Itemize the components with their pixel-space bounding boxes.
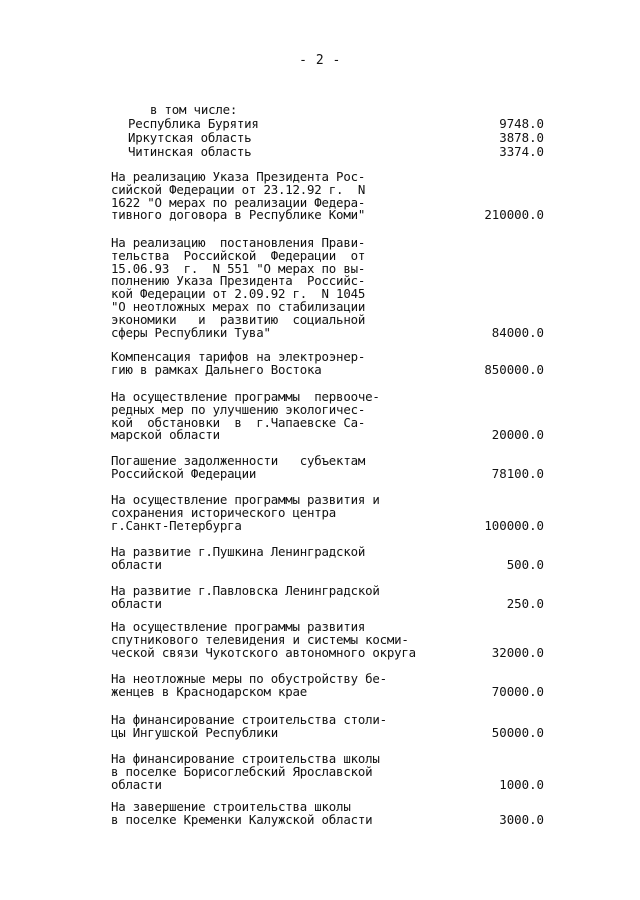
entry	[111, 585, 561, 611]
entry-description-line: Российской Федерации	[111, 465, 257, 481]
entry-description-line: области	[111, 776, 162, 792]
entry-description-line: экономики и развитию социальной	[111, 311, 366, 327]
entry-description-line: На реализацию Указа Президента Рос-	[111, 169, 366, 184]
entry-description-line: На финансирование строительства школы	[111, 751, 380, 766]
entry-description-line: На развитие г.Пушкина Ленинградской	[111, 544, 366, 559]
entry-description-line: На осуществление программы развития	[111, 619, 366, 634]
subsection-item-label: Иркутская область	[128, 130, 252, 145]
entry-description-line: спутникового телевидения и системы косми-	[111, 631, 409, 647]
subsection-item-label: Читинская область	[128, 144, 252, 159]
entry	[111, 801, 561, 827]
entry-description-line: кой Федерации от 2.09.92 г. N 1045	[111, 286, 366, 302]
entry-amount: 1000.0	[499, 776, 544, 792]
entry-description-line: На завершение строительства школы	[111, 799, 351, 814]
entry-description-line: На осуществление программы развития и	[111, 492, 380, 507]
entry-amount: 100000.0	[484, 517, 544, 533]
entry-description-line: полнению Указа Президента Российс-	[111, 273, 366, 289]
entry-description-line: 15.06.93 г. N 551 "О мерах по вы-	[111, 260, 366, 276]
entry-description-line: сохранения исторического центра	[111, 504, 337, 520]
entry-description-line: редных мер по улучшению экологичес-	[111, 401, 366, 417]
subsection-heading: в том числе:	[150, 102, 238, 117]
entry-amount: 70000.0	[491, 683, 544, 699]
subsection-item-amount: 3374.0	[499, 144, 544, 159]
entry-description-line: области	[111, 556, 162, 572]
subsection-item-label: Республика Бурятия	[128, 116, 259, 131]
entry-description-line: гию в рамках Дальнего Востока	[111, 361, 322, 377]
entry-amount: 50000.0	[491, 724, 544, 740]
entry-description-line: 1622 "О мерах по реализации Федера-	[111, 194, 366, 210]
subsection-item-amount: 9748.0	[499, 116, 544, 131]
entry	[111, 546, 561, 572]
entry-description-line: На финансирование строительства столи-	[111, 712, 387, 727]
entry-description-line: "О неотложных мерах по стабилизации	[111, 298, 366, 314]
entry-description-line: На неотложные меры по обустройству бе-	[111, 671, 387, 686]
entry-amount: 250.0	[506, 595, 544, 611]
entry	[111, 753, 561, 791]
entry-description-line: сферы Республики Тува"	[111, 324, 271, 340]
entry-description-line: г.Санкт-Петербурга	[111, 517, 242, 533]
entry-description-line: в поселке Кременки Калужской области	[111, 811, 373, 827]
entry-description	[111, 801, 561, 827]
entry-description	[111, 753, 561, 791]
entry-description-line: кой обстановки в г.Чапаевске Са-	[111, 414, 366, 430]
entry-amount: 78100.0	[491, 465, 544, 481]
entry-amount: 20000.0	[491, 427, 544, 443]
entry-description-line: области	[111, 595, 162, 611]
entry-amount: 500.0	[506, 556, 544, 572]
entry-description-line: ческой связи Чукотского автономного округа	[111, 644, 416, 660]
entry-description-line: в поселке Борисоглебский Ярославской	[111, 763, 373, 779]
entry-description-line: Погашение задолженности субъектам	[111, 453, 366, 468]
entry-description	[111, 585, 561, 611]
page-number: - 2 -	[299, 53, 341, 68]
entry-amount: 3000.0	[499, 811, 544, 827]
entry-description-line: марской области	[111, 427, 220, 443]
entry-description	[111, 546, 561, 572]
entry-description-line: На реализацию постановления Прави-	[111, 235, 366, 250]
entry-amount: 32000.0	[491, 644, 544, 660]
entry-amount: 850000.0	[484, 361, 544, 377]
entry-description-line: тельства Российской Федерации от	[111, 247, 366, 263]
entry-amount: 84000.0	[491, 324, 544, 340]
entry-description-line: сийской Федерации от 23.12.92 г. N	[111, 181, 366, 197]
entry-description-line: цы Ингушской Республики	[111, 724, 278, 740]
entry-description-line: На осуществление программы первооче-	[111, 389, 380, 404]
entry-description-line: женцев в Краснодарском крае	[111, 683, 308, 699]
entry-description-line: На развитие г.Павловска Ленинградской	[111, 583, 380, 598]
entry-description-line: Компенсация тарифов на электроэнер-	[111, 349, 366, 364]
entry-description-line: тивного договора в Республике Коми"	[111, 207, 366, 223]
subsection-item-amount: 3878.0	[499, 130, 544, 145]
entry-amount: 210000.0	[484, 207, 544, 223]
